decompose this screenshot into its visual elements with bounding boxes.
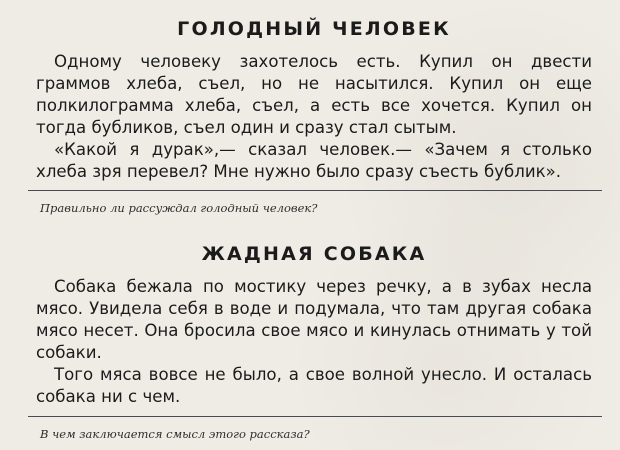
story-paragraph: Одному человеку захотелось есть. Купил он двести граммов хлеба, съел, но не насытился. Купил он еще полкилограмма хлеба, съел, а есть все хочется. Купил он тогда бубликов, съел один и сразу стал сытым.: [36, 52, 592, 137]
story-paragraph: Того мяса вовсе не было, а свое волной унесло. И осталась собака ни с чем.: [36, 365, 592, 406]
section-gap: [36, 215, 592, 233]
divider-rule: [28, 416, 602, 417]
story-title: ЖАДНАЯ СОБАКА: [201, 243, 427, 265]
story-question: В чем заключается смысл этого рассказа?: [40, 427, 310, 441]
story-title: ГОЛОДНЫЙ ЧЕЛОВЕК: [177, 18, 451, 40]
story-paragraph: Собака бежала по мостику через речку, а в зубах несла мясо. Увидела себя в воде и подумала, что там другая собака мясо несет. Она бросила свое мясо и кинулась отнимать у той собаки.: [36, 277, 592, 362]
story-paragraph: «Какой я дурак»,— сказал человек.— «Зачем я столько хлеба зря перевел? Мне нужно было сразу съесть бублик».: [36, 140, 592, 181]
story-question: Правильно ли рассуждал голодный человек?: [40, 201, 318, 215]
story-hungry-man: [36, 0, 592, 215]
divider-rule: [28, 190, 602, 191]
story-greedy-dog: [36, 233, 592, 441]
